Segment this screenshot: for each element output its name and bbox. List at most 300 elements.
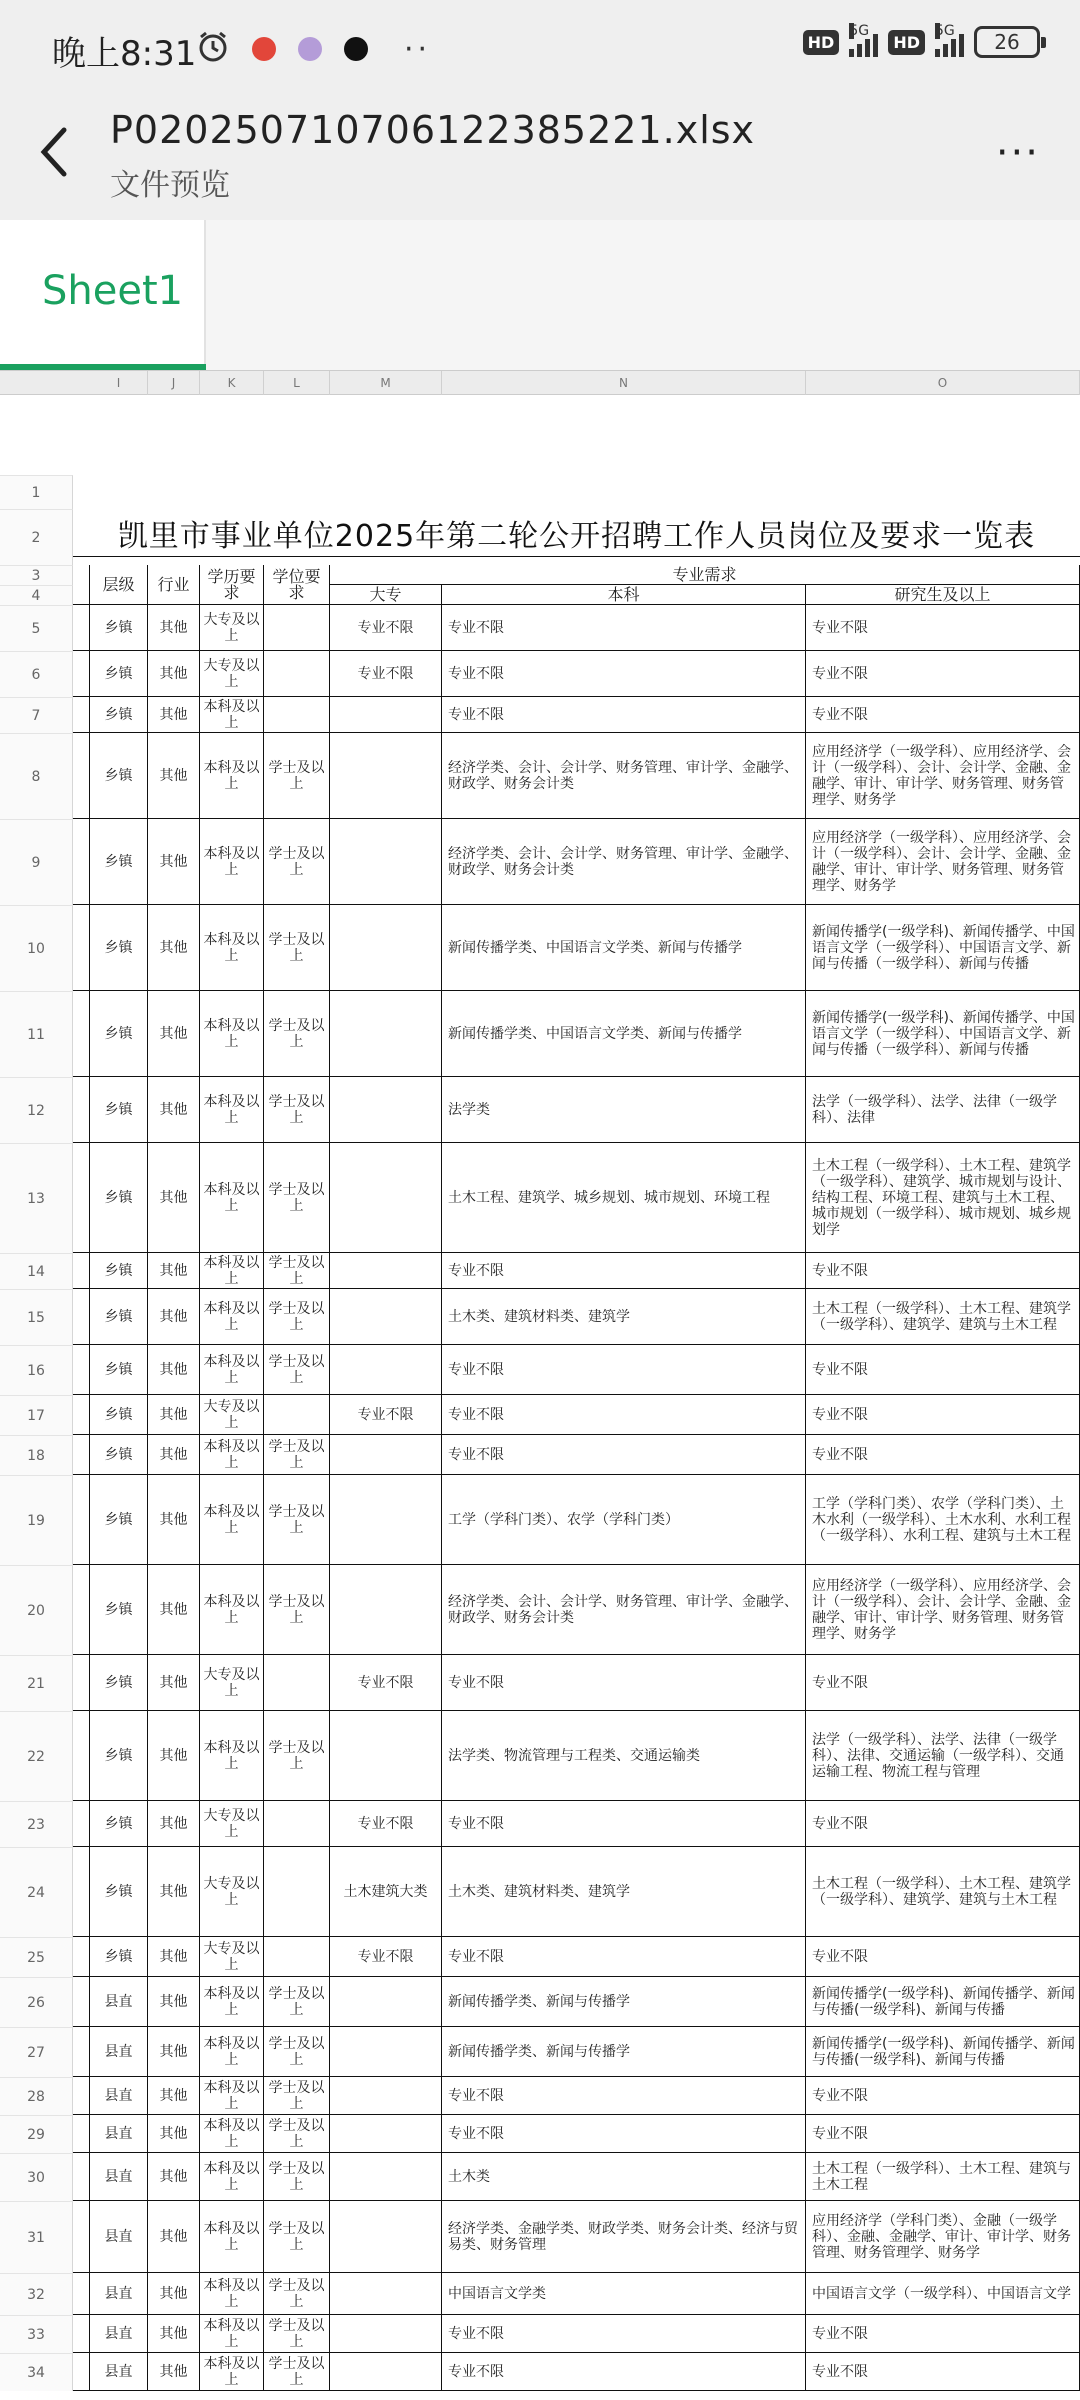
cell-education[interactable]: 本科及以上 [200, 2153, 264, 2201]
more-notifications-icon: ·· [404, 31, 432, 67]
row-number[interactable]: 12 [0, 1077, 73, 1143]
row-number[interactable]: 29 [0, 2115, 73, 2153]
cell-postgraduate-major[interactable]: 专业不限 [806, 651, 1080, 697]
cell-postgraduate-major[interactable]: 专业不限 [806, 2315, 1080, 2353]
table-cell[interactable] [73, 905, 90, 991]
table-cell[interactable] [73, 2315, 90, 2353]
row-number[interactable]: 24 [0, 1847, 73, 1937]
cell-education[interactable]: 大专及以上 [200, 1937, 264, 1977]
cell-education[interactable]: 本科及以上 [200, 991, 264, 1077]
cell-level[interactable]: 县直 [90, 2077, 148, 2115]
table-cell[interactable] [73, 697, 90, 733]
cell-education[interactable]: 本科及以上 [200, 1565, 264, 1655]
header-degree[interactable]: 学位要求 [264, 565, 330, 605]
cell-degree[interactable] [264, 1937, 330, 1977]
column-letter-N[interactable]: N [442, 371, 806, 395]
cell-degree[interactable]: 学士及以上 [264, 2153, 330, 2201]
cell-education[interactable]: 本科及以上 [200, 1435, 264, 1475]
cell-industry[interactable]: 其他 [148, 1077, 200, 1143]
table-cell[interactable] [73, 1435, 90, 1475]
cell-postgraduate-major[interactable]: 专业不限 [806, 2077, 1080, 2115]
row-number[interactable]: 3 [0, 565, 73, 585]
cell-degree[interactable]: 学士及以上 [264, 1711, 330, 1801]
cell-bachelor-major[interactable]: 土木类、建筑材料类、建筑学 [442, 1847, 806, 1937]
table-cell[interactable] [73, 1847, 90, 1937]
cell-industry[interactable]: 其他 [148, 2153, 200, 2201]
cell-level[interactable]: 乡镇 [90, 1937, 148, 1977]
row-number[interactable]: 17 [0, 1395, 73, 1435]
cell-junior-college-major[interactable]: 专业不限 [330, 1801, 442, 1847]
cell-industry[interactable]: 其他 [148, 1143, 200, 1253]
column-letter-K[interactable]: K [200, 371, 264, 395]
cell-bachelor-major[interactable]: 新闻传播学类、中国语言文学类、新闻与传播学 [442, 991, 806, 1077]
cell-postgraduate-major[interactable]: 新闻传播学(一级学科)、新闻传播学、新闻与传播(一级学科)、新闻与传播 [806, 1977, 1080, 2027]
cell-industry[interactable]: 其他 [148, 1475, 200, 1565]
row-number[interactable]: 1 [0, 475, 73, 509]
cell-industry[interactable]: 其他 [148, 2077, 200, 2115]
cell-education[interactable]: 本科及以上 [200, 1977, 264, 2027]
row-number[interactable]: 34 [0, 2353, 73, 2391]
cell-degree[interactable]: 学士及以上 [264, 1345, 330, 1395]
cell-postgraduate-major[interactable]: 专业不限 [806, 1937, 1080, 1977]
row-number[interactable]: 30 [0, 2153, 73, 2201]
header-bachelor[interactable]: 本科 [442, 585, 806, 605]
row-number[interactable]: 11 [0, 991, 73, 1077]
cell-bachelor-major[interactable]: 工学（学科门类）、农学（学科门类） [442, 1475, 806, 1565]
cell-degree[interactable]: 学士及以上 [264, 1077, 330, 1143]
table-cell[interactable] [73, 1655, 90, 1711]
column-letter-M[interactable]: M [330, 371, 442, 395]
cell-bachelor-major[interactable]: 新闻传播学类、新闻与传播学 [442, 2027, 806, 2077]
cell-degree[interactable] [264, 1847, 330, 1937]
cell-level[interactable]: 乡镇 [90, 1395, 148, 1435]
cell-postgraduate-major[interactable]: 专业不限 [806, 1345, 1080, 1395]
cell-degree[interactable]: 学士及以上 [264, 1475, 330, 1565]
cell-industry[interactable]: 其他 [148, 2353, 200, 2391]
cell-postgraduate-major[interactable]: 应用经济学（学科门类）、金融（一级学科）、金融、金融学、审计、审计学、财务管理、财务管理学、财务学 [806, 2201, 1080, 2273]
cell-industry[interactable]: 其他 [148, 1435, 200, 1475]
cell-level[interactable]: 乡镇 [90, 1253, 148, 1289]
cell-junior-college-major[interactable] [330, 1565, 442, 1655]
cell-postgraduate-major[interactable]: 专业不限 [806, 1655, 1080, 1711]
cell-industry[interactable]: 其他 [148, 605, 200, 651]
row-number[interactable]: 28 [0, 2077, 73, 2115]
table-cell[interactable] [73, 1711, 90, 1801]
cell-education[interactable]: 大专及以上 [200, 1395, 264, 1435]
cell-degree[interactable]: 学士及以上 [264, 2201, 330, 2273]
cell-bachelor-major[interactable]: 专业不限 [442, 1395, 806, 1435]
cell-industry[interactable]: 其他 [148, 2115, 200, 2153]
cell-industry[interactable]: 其他 [148, 1345, 200, 1395]
cell-junior-college-major[interactable] [330, 2115, 442, 2153]
cell-junior-college-major[interactable] [330, 2153, 442, 2201]
cell-industry[interactable]: 其他 [148, 1937, 200, 1977]
cell-junior-college-major[interactable] [330, 991, 442, 1077]
cell-postgraduate-major[interactable]: 专业不限 [806, 1395, 1080, 1435]
cell-degree[interactable]: 学士及以上 [264, 1977, 330, 2027]
row-number[interactable]: 7 [0, 697, 73, 733]
cell-junior-college-major[interactable]: 专业不限 [330, 1655, 442, 1711]
cell-junior-college-major[interactable] [330, 1977, 442, 2027]
table-cell[interactable] [73, 2153, 90, 2201]
cell-bachelor-major[interactable]: 专业不限 [442, 1253, 806, 1289]
table-cell[interactable] [73, 1565, 90, 1655]
cell-industry[interactable]: 其他 [148, 2273, 200, 2315]
cell-postgraduate-major[interactable]: 新闻传播学(一级学科)、新闻传播学、中国语言文学（一级学科）、中国语言文学、新闻与传播（一级学科）、新闻与传播 [806, 991, 1080, 1077]
table-cell[interactable] [73, 1143, 90, 1253]
cell-education[interactable]: 大专及以上 [200, 1847, 264, 1937]
cell-level[interactable]: 县直 [90, 1977, 148, 2027]
cell-level[interactable]: 乡镇 [90, 1801, 148, 1847]
cell-degree[interactable] [264, 1655, 330, 1711]
cell-junior-college-major[interactable]: 专业不限 [330, 1937, 442, 1977]
table-cell[interactable] [73, 1345, 90, 1395]
cell-bachelor-major[interactable]: 经济学类、金融学类、财政学类、财务会计类、经济与贸易类、财务管理 [442, 2201, 806, 2273]
cell-junior-college-major[interactable] [330, 2201, 442, 2273]
cell-education[interactable]: 本科及以上 [200, 2353, 264, 2391]
column-letter-I[interactable]: I [90, 371, 148, 395]
cell-industry[interactable]: 其他 [148, 1977, 200, 2027]
cell-junior-college-major[interactable] [330, 1289, 442, 1345]
row-number[interactable]: 31 [0, 2201, 73, 2273]
cell-degree[interactable]: 学士及以上 [264, 905, 330, 991]
table-cell[interactable] [73, 1077, 90, 1143]
cell-degree[interactable]: 学士及以上 [264, 733, 330, 819]
cell-education[interactable]: 本科及以上 [200, 1143, 264, 1253]
cell-degree[interactable]: 学士及以上 [264, 819, 330, 905]
cell-education[interactable]: 本科及以上 [200, 1253, 264, 1289]
cell-industry[interactable]: 其他 [148, 1395, 200, 1435]
cell-junior-college-major[interactable] [330, 2353, 442, 2391]
cell-postgraduate-major[interactable]: 专业不限 [806, 697, 1080, 733]
cell-postgraduate-major[interactable]: 中国语言文学（一级学科）、中国语言文学 [806, 2273, 1080, 2315]
row-number[interactable]: 16 [0, 1345, 73, 1395]
column-letter-L[interactable]: L [264, 371, 330, 395]
cell-degree[interactable]: 学士及以上 [264, 1565, 330, 1655]
cell-degree[interactable]: 学士及以上 [264, 2315, 330, 2353]
cell-education[interactable]: 大专及以上 [200, 651, 264, 697]
cell-level[interactable]: 乡镇 [90, 819, 148, 905]
cell-bachelor-major[interactable]: 专业不限 [442, 2115, 806, 2153]
cell-junior-college-major[interactable] [330, 733, 442, 819]
cell-education[interactable]: 本科及以上 [200, 2027, 264, 2077]
cell-level[interactable]: 乡镇 [90, 1435, 148, 1475]
cell-education[interactable]: 本科及以上 [200, 733, 264, 819]
cell-level[interactable]: 乡镇 [90, 1143, 148, 1253]
cell-level[interactable]: 乡镇 [90, 1711, 148, 1801]
cell-education[interactable]: 大专及以上 [200, 605, 264, 651]
row-number[interactable]: 6 [0, 651, 73, 697]
cell-degree[interactable] [264, 651, 330, 697]
cell-level[interactable]: 乡镇 [90, 1345, 148, 1395]
cell-postgraduate-major[interactable]: 法学（一级学科）、法学、法律（一级学科）、法律 [806, 1077, 1080, 1143]
cell-bachelor-major[interactable]: 新闻传播学类、新闻与传播学 [442, 1977, 806, 2027]
cell-bachelor-major[interactable]: 专业不限 [442, 1655, 806, 1711]
row-number[interactable]: 13 [0, 1143, 73, 1253]
cell-industry[interactable]: 其他 [148, 2027, 200, 2077]
table-cell[interactable] [73, 2353, 90, 2391]
cell-bachelor-major[interactable]: 经济学类、会计、会计学、财务管理、审计学、金融学、财政学、财务会计类 [442, 1565, 806, 1655]
cell-postgraduate-major[interactable]: 土木工程（一级学科）、土木工程、建筑与土木工程 [806, 2153, 1080, 2201]
cell-level[interactable]: 县直 [90, 2273, 148, 2315]
table-cell[interactable] [73, 991, 90, 1077]
table-cell[interactable] [73, 2077, 90, 2115]
cell-level[interactable]: 乡镇 [90, 651, 148, 697]
cell-level[interactable]: 乡镇 [90, 605, 148, 651]
app-notification-icon [252, 37, 276, 61]
cell-level[interactable]: 乡镇 [90, 1565, 148, 1655]
cell-degree[interactable]: 学士及以上 [264, 2027, 330, 2077]
cell-industry[interactable]: 其他 [148, 733, 200, 819]
cell-junior-college-major[interactable] [330, 1711, 442, 1801]
cell-level[interactable]: 乡镇 [90, 1847, 148, 1937]
cell-level[interactable]: 乡镇 [90, 1077, 148, 1143]
cell-degree[interactable]: 学士及以上 [264, 1143, 330, 1253]
row-number[interactable]: 15 [0, 1289, 73, 1345]
cell-junior-college-major[interactable] [330, 1143, 442, 1253]
tab-sheet1[interactable] [0, 220, 206, 370]
header-major-requirement[interactable]: 专业需求 [330, 565, 1080, 585]
cell-bachelor-major[interactable]: 专业不限 [442, 605, 806, 651]
cell-education[interactable]: 本科及以上 [200, 1345, 264, 1395]
row-number[interactable]: 21 [0, 1655, 73, 1711]
row-number[interactable]: 4 [0, 585, 73, 605]
file-subtitle: 文件预览 [110, 168, 230, 203]
cell-degree[interactable] [264, 605, 330, 651]
row-number[interactable]: 25 [0, 1937, 73, 1977]
row-number[interactable]: 2 [0, 509, 73, 565]
more-menu-button[interactable] [996, 130, 1040, 176]
cell-junior-college-major[interactable] [330, 2273, 442, 2315]
cell-education[interactable]: 本科及以上 [200, 2201, 264, 2273]
cell-bachelor-major[interactable]: 法学类 [442, 1077, 806, 1143]
header-industry[interactable]: 行业 [148, 565, 200, 605]
table-cell[interactable] [73, 2201, 90, 2273]
cell-bachelor-major[interactable]: 新闻传播学类、中国语言文学类、新闻与传播学 [442, 905, 806, 991]
table-cell[interactable] [73, 2273, 90, 2315]
cell-education[interactable]: 本科及以上 [200, 2077, 264, 2115]
cell-postgraduate-major[interactable]: 专业不限 [806, 1435, 1080, 1475]
cell-postgraduate-major[interactable]: 应用经济学（一级学科）、应用经济学、会计（一级学科）、会计、会计学、金融、金融学、审计、审计学、财务管理、财务管理学、财务学 [806, 1565, 1080, 1655]
cell-industry[interactable]: 其他 [148, 1289, 200, 1345]
table-cell[interactable] [73, 651, 90, 697]
cell-bachelor-major[interactable]: 中国语言文学类 [442, 2273, 806, 2315]
row-number[interactable]: 10 [0, 905, 73, 991]
cell-postgraduate-major[interactable]: 新闻传播学(一级学科)、新闻传播学、新闻与传播(一级学科)、新闻与传播 [806, 2027, 1080, 2077]
cell-postgraduate-major[interactable]: 专业不限 [806, 605, 1080, 651]
file-preview-header [0, 100, 1080, 220]
back-button[interactable] [34, 122, 84, 182]
cell-postgraduate-major[interactable]: 专业不限 [806, 2353, 1080, 2391]
row-number[interactable]: 19 [0, 1475, 73, 1565]
cell-level[interactable]: 县直 [90, 2353, 148, 2391]
row-number[interactable]: 20 [0, 1565, 73, 1655]
cell-level[interactable]: 乡镇 [90, 905, 148, 991]
cell-level[interactable]: 县直 [90, 2201, 148, 2273]
cell-level[interactable]: 乡镇 [90, 733, 148, 819]
cell-postgraduate-major[interactable]: 应用经济学（一级学科）、应用经济学、会计（一级学科）、会计、会计学、金融、金融学、审计、审计学、财务管理、财务管理学、财务学 [806, 733, 1080, 819]
cell-bachelor-major[interactable]: 法学类、物流管理与工程类、交通运输类 [442, 1711, 806, 1801]
column-letter-O[interactable]: O [806, 371, 1080, 395]
cell-bachelor-major[interactable]: 土木工程、建筑学、城乡规划、城市规划、环境工程 [442, 1143, 806, 1253]
table-cell[interactable] [73, 1937, 90, 1977]
cell-junior-college-major[interactable] [330, 1345, 442, 1395]
cell-degree[interactable] [264, 1801, 330, 1847]
cell-industry[interactable]: 其他 [148, 2201, 200, 2273]
table-cell[interactable] [73, 2115, 90, 2153]
table-cell[interactable] [73, 1253, 90, 1289]
row-number[interactable]: 26 [0, 1977, 73, 2027]
cell-bachelor-major[interactable]: 专业不限 [442, 2077, 806, 2115]
cell-junior-college-major[interactable]: 土木建筑大类 [330, 1847, 442, 1937]
cell-education[interactable]: 本科及以上 [200, 2315, 264, 2353]
table-cell[interactable] [73, 1289, 90, 1345]
cell-degree[interactable]: 学士及以上 [264, 1253, 330, 1289]
cell-bachelor-major[interactable]: 专业不限 [442, 1937, 806, 1977]
row-number[interactable]: 9 [0, 819, 73, 905]
cell-junior-college-major[interactable] [330, 1475, 442, 1565]
cell-industry[interactable]: 其他 [148, 1565, 200, 1655]
row-number[interactable]: 23 [0, 1801, 73, 1847]
cell-postgraduate-major[interactable]: 专业不限 [806, 2115, 1080, 2153]
cell-degree[interactable]: 学士及以上 [264, 1289, 330, 1345]
cell-education[interactable]: 本科及以上 [200, 2115, 264, 2153]
cell-bachelor-major[interactable]: 经济学类、会计、会计学、财务管理、审计学、金融学、财政学、财务会计类 [442, 819, 806, 905]
cell-junior-college-major[interactable] [330, 2077, 442, 2115]
cell-level[interactable]: 县直 [90, 2153, 148, 2201]
cell-postgraduate-major[interactable]: 土木工程（一级学科）、土木工程、建筑学（一级学科）、建筑学、建筑与土木工程 [806, 1847, 1080, 1937]
cell-industry[interactable]: 其他 [148, 1711, 200, 1801]
cell-level[interactable]: 乡镇 [90, 991, 148, 1077]
column-header-bar [0, 370, 1080, 395]
cell-degree[interactable]: 学士及以上 [264, 2077, 330, 2115]
table-cell[interactable] [73, 819, 90, 905]
table-cell[interactable] [73, 2027, 90, 2077]
cell-junior-college-major[interactable] [330, 2315, 442, 2353]
row-number[interactable]: 27 [0, 2027, 73, 2077]
cell-bachelor-major[interactable]: 土木类、建筑材料类、建筑学 [442, 1289, 806, 1345]
cell-bachelor-major[interactable]: 专业不限 [442, 2353, 806, 2391]
cell-junior-college-major[interactable] [330, 1253, 442, 1289]
cell-level[interactable]: 县直 [90, 2115, 148, 2153]
cell-education[interactable]: 本科及以上 [200, 1077, 264, 1143]
table-cell[interactable] [73, 1395, 90, 1435]
row-number[interactable]: 33 [0, 2315, 73, 2353]
cell-level[interactable]: 乡镇 [90, 697, 148, 733]
cell-bachelor-major[interactable]: 专业不限 [442, 1345, 806, 1395]
network-type: 5G [935, 23, 955, 39]
table-cell[interactable] [73, 733, 90, 819]
cell-bachelor-major[interactable]: 专业不限 [442, 1801, 806, 1847]
cell-industry[interactable]: 其他 [148, 819, 200, 905]
row-number[interactable]: 18 [0, 1435, 73, 1475]
cell-degree[interactable]: 学士及以上 [264, 2273, 330, 2315]
cell-industry[interactable]: 其他 [148, 905, 200, 991]
cell-junior-college-major[interactable]: 专业不限 [330, 651, 442, 697]
cell-junior-college-major[interactable] [330, 697, 442, 733]
spreadsheet-grid[interactable] [0, 475, 1080, 2400]
cell-education[interactable]: 大专及以上 [200, 1801, 264, 1847]
cell-bachelor-major[interactable]: 土木类 [442, 2153, 806, 2201]
cell-education[interactable]: 本科及以上 [200, 1289, 264, 1345]
cell-education[interactable]: 本科及以上 [200, 697, 264, 733]
cell-bachelor-major[interactable]: 经济学类、会计、会计学、财务管理、审计学、金融学、财政学、财务会计类 [442, 733, 806, 819]
cell-degree[interactable]: 学士及以上 [264, 991, 330, 1077]
row-number[interactable]: 8 [0, 733, 73, 819]
cell-postgraduate-major[interactable]: 专业不限 [806, 1801, 1080, 1847]
cell-postgraduate-major[interactable]: 法学（一级学科）、法学、法律（一级学科）、法律、交通运输（一级学科）、交通运输工程、物流工程与管理 [806, 1711, 1080, 1801]
cell-bachelor-major[interactable]: 专业不限 [442, 2315, 806, 2353]
cell-junior-college-major[interactable]: 专业不限 [330, 605, 442, 651]
header-level[interactable]: 层级 [90, 565, 148, 605]
cell-degree[interactable] [264, 1395, 330, 1435]
row-number[interactable]: 32 [0, 2273, 73, 2315]
cell-education[interactable]: 本科及以上 [200, 1711, 264, 1801]
row-number[interactable]: 14 [0, 1253, 73, 1289]
column-letter-J[interactable]: J [148, 371, 200, 395]
cell-level[interactable]: 乡镇 [90, 1289, 148, 1345]
cell-postgraduate-major[interactable]: 应用经济学（一级学科）、应用经济学、会计（一级学科）、会计、会计学、金融、金融学、审计、审计学、财务管理、财务管理学、财务学 [806, 819, 1080, 905]
cell-industry[interactable]: 其他 [148, 991, 200, 1077]
row-number[interactable]: 22 [0, 1711, 73, 1801]
table-cell[interactable] [73, 1475, 90, 1565]
cell-industry[interactable]: 其他 [148, 1801, 200, 1847]
cell-industry[interactable]: 其他 [148, 1847, 200, 1937]
table-cell[interactable] [73, 1977, 90, 2027]
table-cell[interactable] [73, 605, 90, 651]
cell-education[interactable]: 本科及以上 [200, 1475, 264, 1565]
cell-junior-college-major[interactable] [330, 819, 442, 905]
cell-industry[interactable]: 其他 [148, 1253, 200, 1289]
cell-degree[interactable] [264, 697, 330, 733]
header-junior-college[interactable]: 大专 [330, 585, 442, 605]
cell-degree[interactable]: 学士及以上 [264, 2115, 330, 2153]
cell-bachelor-major[interactable]: 专业不限 [442, 1435, 806, 1475]
cell-industry[interactable]: 其他 [148, 697, 200, 733]
cell-junior-college-major[interactable]: 专业不限 [330, 1395, 442, 1435]
cell-education[interactable]: 本科及以上 [200, 2273, 264, 2315]
cell-level[interactable]: 乡镇 [90, 1655, 148, 1711]
cell-education[interactable]: 本科及以上 [200, 905, 264, 991]
cell-bachelor-major[interactable]: 专业不限 [442, 651, 806, 697]
cell-education[interactable]: 大专及以上 [200, 1655, 264, 1711]
cell-education[interactable]: 本科及以上 [200, 819, 264, 905]
cell-industry[interactable]: 其他 [148, 1655, 200, 1711]
cell-degree[interactable]: 学士及以上 [264, 2353, 330, 2391]
cell-junior-college-major[interactable] [330, 1077, 442, 1143]
cell-junior-college-major[interactable] [330, 1435, 442, 1475]
cell-postgraduate-major[interactable]: 土木工程（一级学科）、土木工程、建筑学（一级学科）、建筑学、城市规划与设计、结构工程、环境工程、建筑与土木工程、城市规划（一级学科）、城市规划、城乡规划学 [806, 1143, 1080, 1253]
table-cell[interactable] [73, 1801, 90, 1847]
cell-bachelor-major[interactable]: 专业不限 [442, 697, 806, 733]
header-postgraduate[interactable]: 研究生及以上 [806, 585, 1080, 605]
cell-postgraduate-major[interactable]: 专业不限 [806, 1253, 1080, 1289]
cell-junior-college-major[interactable] [330, 905, 442, 991]
cell-junior-college-major[interactable] [330, 2027, 442, 2077]
header-cell-h[interactable] [73, 565, 90, 605]
cell-postgraduate-major[interactable]: 土木工程（一级学科）、土木工程、建筑学（一级学科）、建筑学、建筑与土木工程 [806, 1289, 1080, 1345]
cell-degree[interactable]: 学士及以上 [264, 1435, 330, 1475]
row-number[interactable]: 5 [0, 605, 73, 651]
cell-postgraduate-major[interactable]: 工学（学科门类）、农学（学科门类）、土木水利（一级学科）、土木水利、水利工程（一级学科）、水利工程、建筑与土木工程 [806, 1475, 1080, 1565]
cell-level[interactable]: 县直 [90, 2027, 148, 2077]
cell-level[interactable]: 乡镇 [90, 1475, 148, 1565]
cell-industry[interactable]: 其他 [148, 651, 200, 697]
header-education[interactable]: 学历要求 [200, 565, 264, 605]
cell-postgraduate-major[interactable]: 新闻传播学(一级学科)、新闻传播学、中国语言文学（一级学科）、中国语言文学、新闻与传播（一级学科）、新闻与传播 [806, 905, 1080, 991]
cell-industry[interactable]: 其他 [148, 2315, 200, 2353]
cell-level[interactable]: 县直 [90, 2315, 148, 2353]
